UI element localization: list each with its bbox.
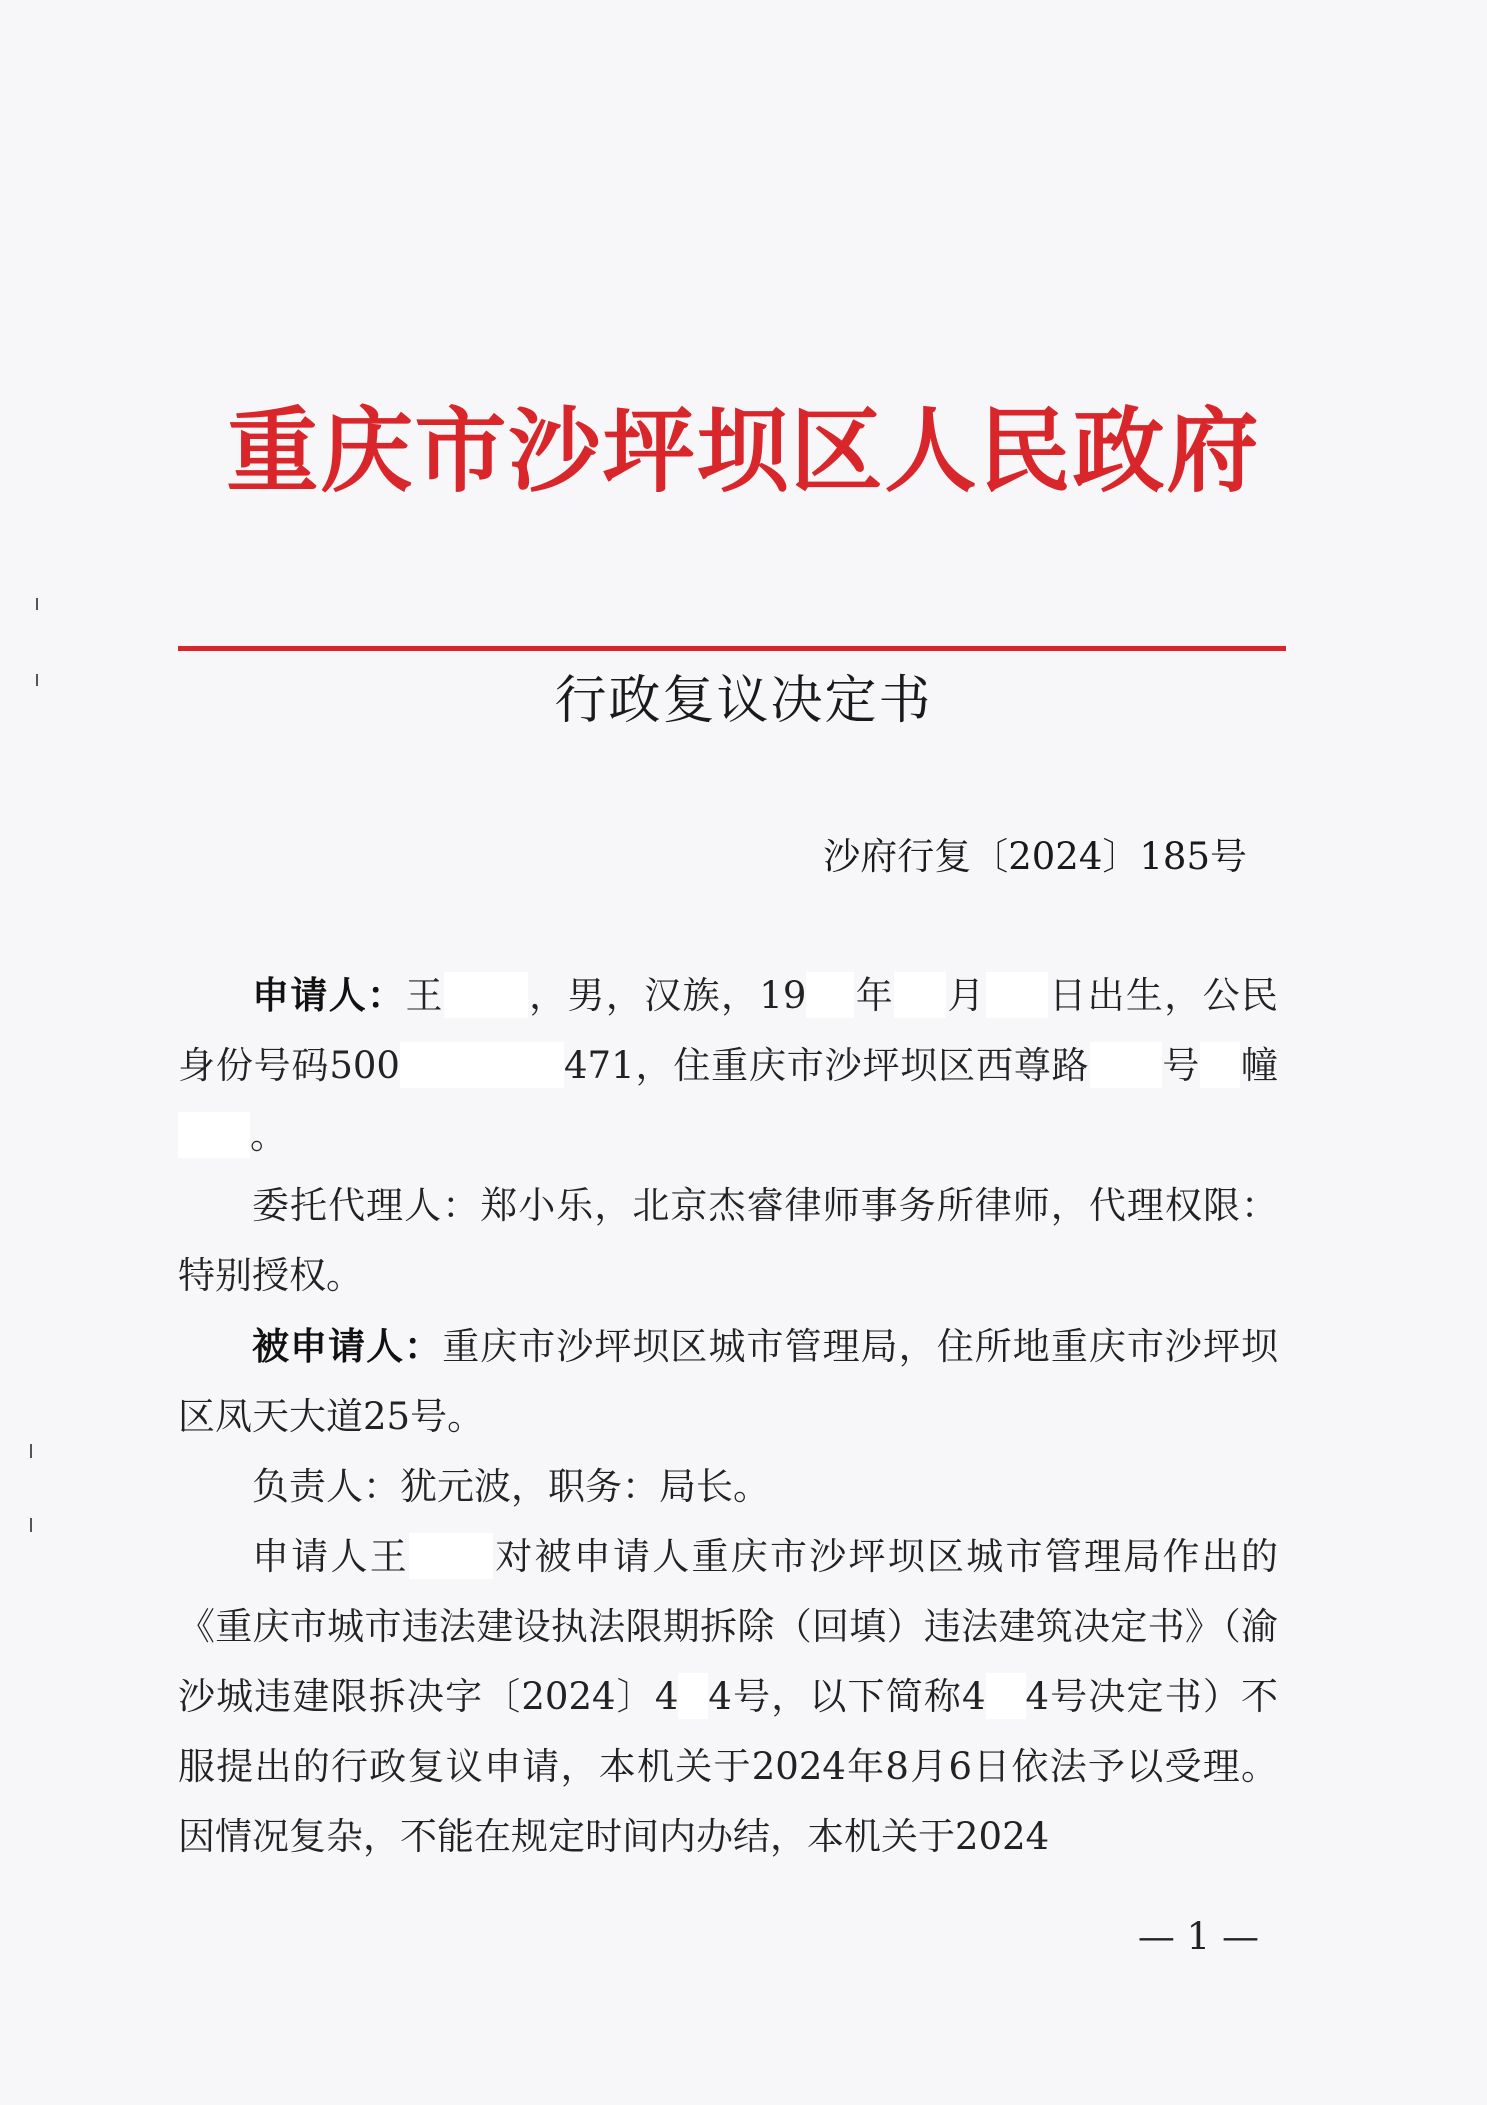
- scan-mark: [30, 1444, 32, 1458]
- scan-mark: [36, 598, 38, 610]
- applicant-name: 王: [405, 974, 444, 1017]
- document-title: 行政复议决定书: [554, 671, 933, 731]
- redaction-block: [986, 1673, 1026, 1719]
- agent-paragraph: 委托代理人：郑小乐，北京杰睿律师事务所律师，代理权限：特别授权。: [178, 1184, 1278, 1297]
- applicant-paragraph: [178, 960, 1278, 1171]
- redaction-block: [1200, 1042, 1240, 1088]
- respondent-label: 被申请人：: [252, 1324, 443, 1368]
- redaction-block: [409, 1533, 493, 1579]
- respondent-text: 重庆市沙坪坝区城市管理局，住所地重庆市沙坪坝区凤天大道25号。: [178, 1325, 1279, 1438]
- page-number: — 1 —: [1137, 1915, 1259, 1958]
- red-rule-divider: [178, 646, 1286, 651]
- agency-letterhead: 重庆市沙坪坝区人民政府: [226, 397, 1261, 505]
- year-suffix: 年: [854, 974, 895, 1017]
- redaction-block: [400, 1042, 564, 1088]
- redaction-block: [678, 1673, 708, 1719]
- document-number: 沙府行复〔2024〕185号: [823, 835, 1247, 878]
- redaction-block: [178, 1112, 250, 1158]
- redaction-block: [894, 972, 946, 1018]
- document-body: [178, 960, 1278, 1872]
- building-suffix: 幢: [1240, 1044, 1279, 1087]
- summary-part-2: 4号，以下简称4: [708, 1675, 986, 1718]
- applicant-label: 申请人：: [252, 973, 406, 1017]
- summary-paragraph: [178, 1522, 1278, 1872]
- responsible-paragraph: 负责人：犹元波，职务：局长。: [252, 1465, 770, 1508]
- month-suffix: 月: [946, 974, 986, 1017]
- redaction-block: [444, 972, 528, 1018]
- scan-mark: [30, 1518, 32, 1532]
- address-number-suffix: 号: [1161, 1044, 1201, 1087]
- birth-and-id-prefix: 日出生，公民身份号码500: [178, 974, 1278, 1087]
- applicant-details: ，男，汉族，19: [527, 974, 807, 1017]
- applicant-end: 。: [250, 1114, 287, 1157]
- redaction-block: [986, 972, 1048, 1018]
- respondent-paragraph: [178, 1311, 1278, 1452]
- summary-part-1: 对被申请人重庆市沙坪坝区城市管理局作出的《重庆市城市违法建设执法限期拆除（回填）违法建筑决定书》（渝沙城违建限拆决字〔2024〕4: [178, 1535, 1278, 1718]
- summary-start: 申请人王: [252, 1535, 409, 1578]
- redaction-block: [1090, 1042, 1162, 1088]
- redaction-block: [806, 972, 854, 1018]
- id-tail-and-address: 471，住重庆市沙坪坝区西尊路: [563, 1044, 1090, 1087]
- scan-mark: [36, 674, 38, 686]
- summary-part-3: 4号决定书）不服提出的行政复议申请，本机关于2024年8月6日依法予以受理。因情况复杂，不能在规定时间内办结，本机关于2024: [178, 1675, 1279, 1858]
